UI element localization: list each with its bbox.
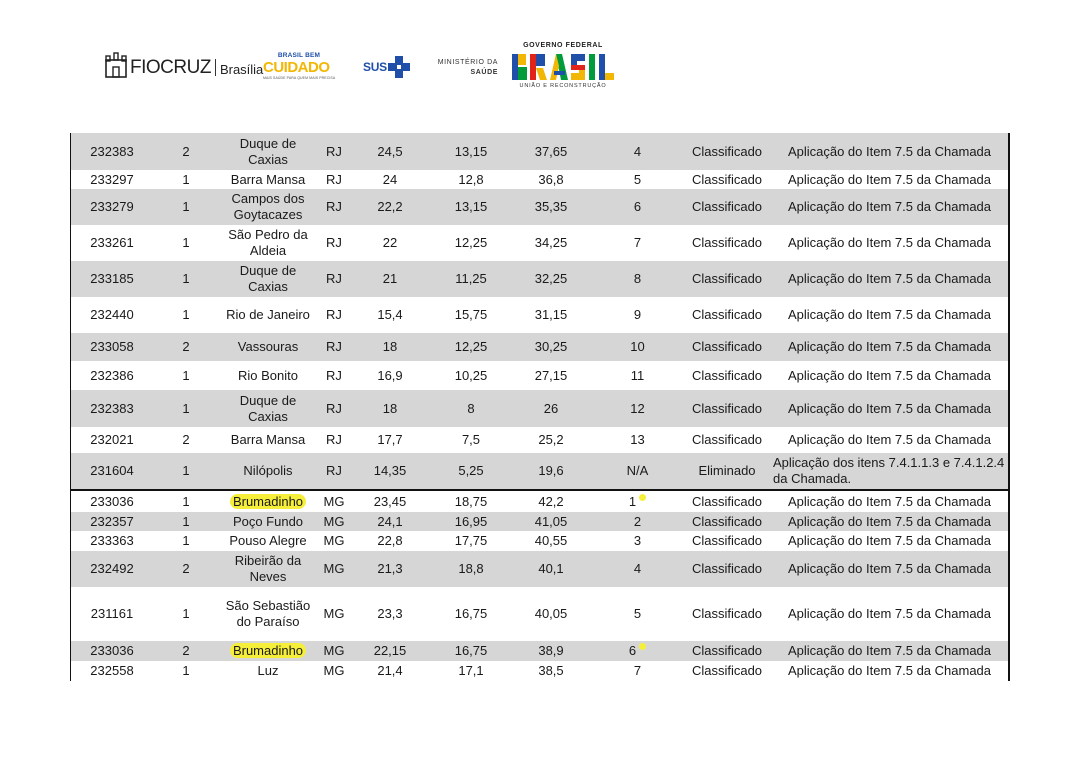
cell-uf: RJ [326, 432, 342, 447]
ministerio-saude-logo [426, 58, 498, 78]
cell-note: Aplicação do Item 7.5 da Chamada [787, 533, 992, 548]
cell-rank: 8 [590, 261, 685, 297]
cell-uf: MG [323, 606, 345, 621]
cell-score-2: 8 [430, 390, 512, 427]
cell-uf: RJ [318, 453, 350, 490]
cell-score-1: 24,5 [350, 133, 430, 170]
table-row [70, 512, 1010, 531]
cell-id: 233185 [70, 261, 154, 297]
cell-total: 40,55 [534, 533, 568, 548]
cell-uf: MG [318, 551, 350, 587]
cell-total: 41,05 [512, 512, 590, 531]
castle-icon [104, 52, 128, 78]
cell-id: 232386 [90, 367, 134, 383]
cell-rank: 12 [590, 390, 685, 427]
cell-score-1: 21 [350, 261, 430, 297]
cell-id: 233279 [70, 189, 154, 225]
cell-score-1: 23,45 [350, 490, 430, 512]
cell-score-2: 16,75 [430, 641, 512, 661]
cell-note: Aplicação do Item 7.5 da Chamada [787, 432, 992, 447]
cell-score-2: 18,75 [430, 490, 512, 512]
cell-number: 1 [154, 261, 218, 297]
cell-score-2: 16,95 [430, 512, 512, 531]
cell-status: Classificado [685, 512, 769, 531]
cell-total: 26 [512, 390, 590, 427]
cell-status: Classificado [691, 533, 763, 548]
cell-city: Duque de Caxias [218, 390, 318, 427]
cell-score-1: 18 [350, 390, 430, 427]
cell-status: Classificado [691, 606, 763, 621]
cell-rank: N/A [590, 453, 685, 490]
cell-status: Classificado [685, 133, 769, 170]
cell-id: 233058 [70, 333, 154, 361]
cell-id: 232357 [70, 512, 154, 531]
table-row [70, 641, 1010, 661]
ministerio-line1: MINISTÉRIO DA [437, 59, 498, 66]
table-row [70, 587, 1010, 641]
cell-status: Classificado [691, 432, 763, 447]
brasil-bem-cuidado-logo [263, 52, 349, 82]
cell-status: Classificado [685, 641, 769, 661]
cell-city: Poço Fundo [218, 512, 318, 531]
table-row [70, 490, 1010, 512]
cell-city: São Pedro da Aldeia [228, 227, 308, 258]
cell-score-2: 12,8 [458, 171, 484, 187]
cell-total: 40,05 [534, 606, 568, 621]
cell-score-2: 13,15 [430, 133, 512, 170]
cell-number: 1 [182, 606, 190, 621]
cell-note: Aplicação do Item 7.5 da Chamada [769, 189, 1010, 225]
cell-note: Aplicação do Item 7.5 da Chamada [787, 235, 992, 250]
cell-rank: 5 [633, 171, 642, 187]
cell-number: 2 [154, 333, 218, 361]
highlighted-city: Brumadinho [230, 494, 306, 509]
cell-rank: 13 [630, 432, 645, 447]
cell-status: Eliminado [685, 453, 769, 490]
cell-number: 1 [182, 663, 190, 678]
cell-city: Campos dos Goytacazes [218, 189, 318, 225]
cell-number: 2 [154, 641, 218, 661]
cell-score-2: 18,8 [430, 551, 512, 587]
cell-rank [590, 490, 685, 512]
table-row [70, 390, 1010, 427]
gov-line3: UNIÃO E RECONSTRUÇÃO [519, 83, 607, 89]
cell-status: Classificado [691, 663, 763, 678]
table-row [70, 261, 1010, 297]
cell-city: Pouso Alegre [229, 533, 307, 548]
gov-line1: GOVERNO FEDERAL [523, 42, 603, 49]
sus-logo [363, 56, 410, 78]
cell-number: 1 [182, 171, 190, 187]
table-row [70, 297, 1010, 333]
cell-uf: RJ [318, 133, 350, 170]
cell-note: Aplicação do Item 7.5 da Chamada [787, 171, 992, 187]
cell-rank: 4 [590, 551, 685, 587]
bbc-line1: BRASIL BEM [277, 52, 321, 59]
cell-number: 1 [154, 453, 218, 490]
cell-number: 1 [182, 533, 190, 548]
cell-id: 233036 [70, 641, 154, 661]
cell-number: 1 [154, 390, 218, 427]
cell-score-1: 21,4 [377, 663, 403, 678]
cell-total: 42,2 [512, 490, 590, 512]
cell-city: Ribeirão da Neves [218, 551, 318, 587]
cell-id: 233297 [90, 171, 134, 187]
cell-note: Aplicação do Item 7.5 da Chamada [787, 367, 992, 383]
cell-rank: 2 [590, 512, 685, 531]
cell-status: Classificado [685, 189, 769, 225]
cell-score-2: 13,15 [430, 189, 512, 225]
cell-status: Classificado [691, 235, 763, 250]
cell-uf: MG [318, 641, 350, 661]
highlighted-city: Brumadinho [230, 643, 306, 658]
table-row [70, 225, 1010, 261]
cell-city: Rio de Janeiro [226, 307, 310, 322]
table-row [70, 531, 1010, 551]
cell-number: 2 [154, 133, 218, 170]
cell-number: 1 [154, 189, 218, 225]
cell-city: Luz [257, 663, 279, 678]
bbc-line2: CUIDADO [263, 59, 330, 76]
cell-city: Rio Bonito [238, 367, 298, 383]
cell-city: Barra Mansa [230, 171, 306, 187]
cell-rank: 5 [633, 606, 642, 621]
cell-total: 27,15 [534, 367, 568, 383]
cell-note: Aplicação do Item 7.5 da Chamada [769, 551, 1010, 587]
cell-id: 233261 [90, 235, 134, 250]
cell-note: Aplicação do Item 7.5 da Chamada [769, 490, 1010, 512]
cell-number: 2 [154, 551, 218, 587]
cell-note: Aplicação do Item 7.5 da Chamada [769, 512, 1010, 531]
brasil-wordmark-icon [512, 52, 614, 82]
table-row [70, 361, 1010, 390]
cell-score-1: 24 [382, 171, 398, 187]
cell-note: Aplicação do Item 7.5 da Chamada [787, 307, 992, 322]
cell-score-1: 15,4 [377, 307, 403, 322]
cell-id: 232383 [70, 390, 154, 427]
cell-note: Aplicação do Item 7.5 da Chamada [769, 261, 1010, 297]
cell-note: Aplicação do Item 7.5 da Chamada [769, 641, 1010, 661]
cell-score-1: 22,8 [377, 533, 403, 548]
governo-federal-logo [510, 42, 616, 92]
cell-total: 25,2 [538, 432, 564, 447]
cell-id: 232021 [90, 432, 134, 447]
cell-city: São Sebastião do Paraíso [225, 598, 311, 629]
cell-rank: 10 [590, 333, 685, 361]
cell-id: 232492 [70, 551, 154, 587]
cell-city: Duque de Caxias [218, 261, 318, 297]
cell-id: 231161 [90, 606, 134, 621]
table-row [70, 333, 1010, 361]
ministerio-line2: SAÚDE [470, 69, 498, 76]
table-row [70, 189, 1010, 225]
cell-note: Aplicação do Item 7.5 da Chamada [769, 333, 1010, 361]
cell-status: Classificado [691, 367, 763, 383]
cell-total: 31,15 [534, 307, 568, 322]
cell-total: 38,5 [538, 663, 564, 678]
cell-city: Duque de Caxias [218, 133, 318, 170]
cell-uf: MG [318, 512, 350, 531]
cell-score-2: 11,25 [430, 261, 512, 297]
cell-id: 232440 [90, 307, 134, 322]
table-left-border [70, 133, 71, 681]
cell-score-2: 17,75 [454, 533, 488, 548]
cell-rank: 3 [633, 533, 642, 548]
fiocruz-unit: Brasília [219, 62, 264, 77]
cell-score-1: 21,3 [350, 551, 430, 587]
cell-rank: 11 [630, 367, 645, 383]
table-row [70, 661, 1010, 681]
cell-uf: RJ [326, 367, 342, 383]
cell-total: 38,9 [512, 641, 590, 661]
cell-note: Aplicação do Item 7.5 da Chamada [769, 133, 1010, 170]
cell-uf: MG [318, 490, 350, 512]
fiocruz-logo [104, 52, 263, 78]
cell-id: 233036 [70, 490, 154, 512]
cell-score-1: 18 [350, 333, 430, 361]
cell-rank: 6 [590, 189, 685, 225]
cell-rank: 7 [633, 663, 642, 678]
cell-score-2: 16,75 [454, 606, 488, 621]
cell-score-2: 5,25 [430, 453, 512, 490]
cell-note: Aplicação dos itens 7.4.1.1.3 e 7.4.1.2.4 da Chamada. [769, 453, 1010, 490]
cell-total: 30,25 [512, 333, 590, 361]
cell-uf: RJ [318, 189, 350, 225]
cell-note: Aplicação do Item 7.5 da Chamada [787, 606, 992, 621]
cell-total: 35,35 [512, 189, 590, 225]
cell-id: 231604 [70, 453, 154, 490]
cell-score-1: 22,15 [350, 641, 430, 661]
cell-score-2: 17,1 [458, 663, 484, 678]
cell-total: 19,6 [512, 453, 590, 490]
cell-score-1: 16,9 [377, 367, 403, 383]
sus-text: SUS [363, 60, 387, 74]
cell-score-1: 24,1 [350, 512, 430, 531]
cell-status: Classificado [685, 261, 769, 297]
table-row [70, 170, 1010, 189]
cell-status: Classificado [685, 390, 769, 427]
cell-score-2: 7,5 [461, 432, 481, 447]
cell-uf: RJ [326, 307, 342, 322]
cell-uf: RJ [326, 235, 342, 250]
bbc-line3: MAIS SAÚDE PARA QUEM MAIS PRECISA [263, 76, 336, 80]
cell-score-1: 22,2 [350, 189, 430, 225]
cell-status: Classificado [685, 551, 769, 587]
cell-uf: MG [323, 533, 345, 548]
cell-score-2: 12,25 [430, 333, 512, 361]
cell-status: Classificado [691, 307, 763, 322]
table-body [70, 133, 1010, 681]
cell-number: 2 [182, 432, 190, 447]
cell-note: Aplicação do Item 7.5 da Chamada [769, 390, 1010, 427]
cell-total: 34,25 [534, 235, 568, 250]
cell-score-1: 23,3 [377, 606, 403, 621]
cell-score-1: 14,35 [350, 453, 430, 490]
table-row [70, 453, 1010, 490]
cell-city [218, 490, 318, 512]
highlight-dot-icon [639, 643, 646, 650]
highlight-dot-icon [639, 494, 646, 501]
cell-uf: RJ [326, 171, 342, 187]
cell-city: Vassouras [218, 333, 318, 361]
rank-value: 6 [628, 643, 637, 658]
cell-city [218, 641, 318, 661]
cell-score-2: 10,25 [454, 367, 488, 383]
cell-uf: MG [323, 663, 345, 678]
cell-note: Aplicação do Item 7.5 da Chamada [787, 663, 992, 678]
cell-score-1: 22 [382, 235, 398, 250]
cell-number: 1 [154, 490, 218, 512]
cell-number: 1 [182, 307, 190, 322]
cell-score-2: 15,75 [454, 307, 488, 322]
cell-total: 40,1 [512, 551, 590, 587]
cell-id: 233363 [90, 533, 134, 548]
cell-city: Nilópolis [218, 453, 318, 490]
cell-rank [590, 641, 685, 661]
cell-total: 32,25 [512, 261, 590, 297]
cell-rank: 9 [633, 307, 642, 322]
logo-divider [215, 59, 216, 76]
cell-status: Classificado [685, 490, 769, 512]
cell-uf: RJ [318, 390, 350, 427]
cell-number: 1 [154, 512, 218, 531]
rank-value: 1 [628, 493, 637, 509]
table-row [70, 427, 1010, 453]
table-row [70, 133, 1010, 170]
cell-number: 1 [182, 367, 190, 383]
cell-score-1: 17,7 [377, 432, 403, 447]
cell-total: 36,8 [538, 171, 564, 187]
cell-uf: RJ [318, 261, 350, 297]
header-logos [0, 0, 1080, 110]
cell-number: 1 [182, 235, 190, 250]
cell-rank: 4 [590, 133, 685, 170]
results-table [70, 133, 1010, 681]
cell-score-2: 12,25 [454, 235, 488, 250]
cell-rank: 7 [633, 235, 642, 250]
cell-city: Barra Mansa [230, 432, 306, 447]
cell-total: 37,65 [512, 133, 590, 170]
cell-status: Classificado [685, 333, 769, 361]
table-right-border [1008, 133, 1010, 681]
cell-status: Classificado [691, 171, 763, 187]
cross-icon [388, 56, 410, 78]
cell-id: 232383 [70, 133, 154, 170]
fiocruz-name: FIOCRUZ [130, 57, 211, 78]
table-row [70, 551, 1010, 587]
cell-uf: RJ [318, 333, 350, 361]
cell-id: 232558 [90, 663, 134, 678]
